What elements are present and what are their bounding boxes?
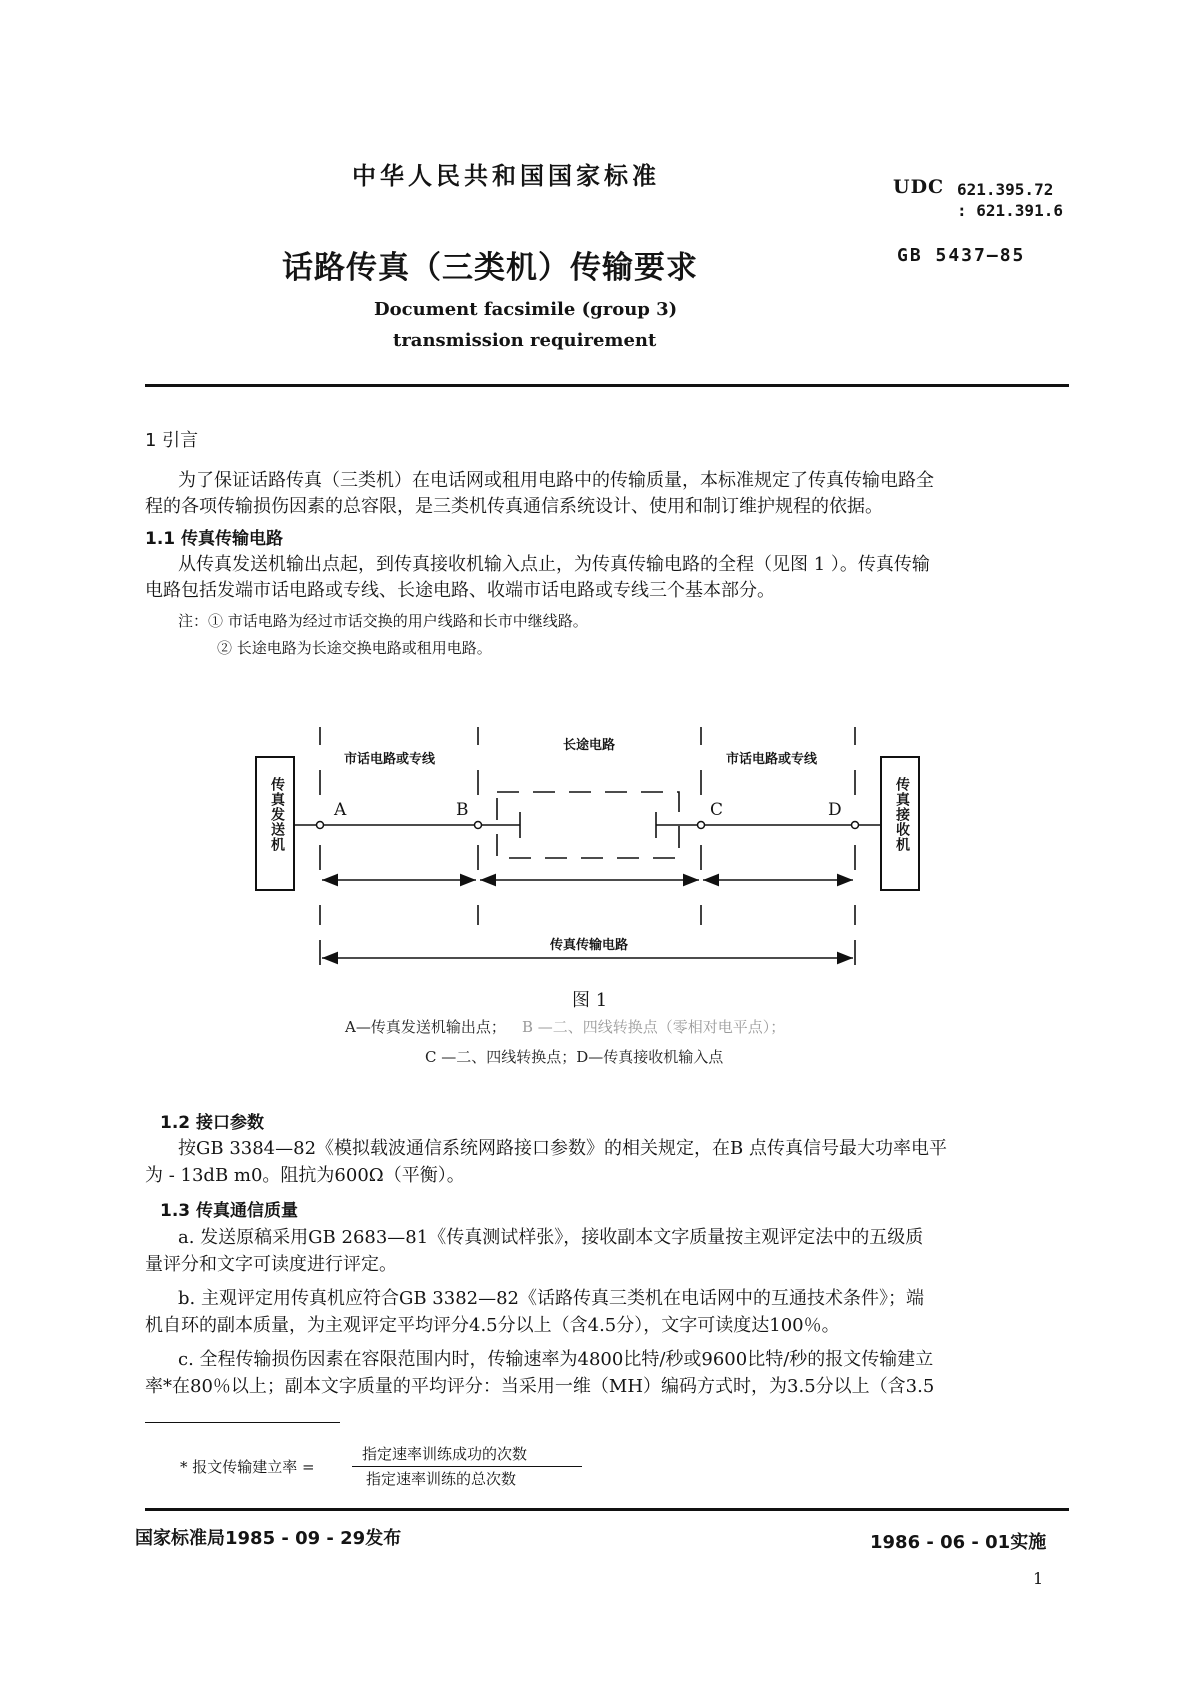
document-title-zh: 话路传真（三类机）传输要求 xyxy=(282,250,698,286)
section-1-heading: 1 引言 xyxy=(145,430,199,451)
point-a-label: A xyxy=(334,800,347,820)
section-1-2-heading: 1.2 接口参数 xyxy=(160,1113,265,1133)
figure-caption-line1-a: A—传真发送机输出点； xyxy=(345,1018,506,1036)
receiver-box-label: 传真接收机 xyxy=(894,777,910,852)
note-2: ② 长途电路为长途交换电路或租用电路。 xyxy=(217,639,492,657)
document-title-en-line1: Document facsimile (group 3) xyxy=(374,299,678,320)
standard-country-title: 中华人民共和国国家标准 xyxy=(352,162,660,190)
section-1-1-paragraph-line1: 从传真发送机输出点起，到传真接收机输入点止，为传真传输电路的全程（见图 1 ）。传真传输 xyxy=(178,554,930,575)
document-title-en-line2: transmission requirement xyxy=(393,330,657,351)
total-circuit-label: 传真传输电路 xyxy=(550,938,629,953)
footer-rule xyxy=(145,1508,1069,1511)
udc-code-secondary: : 621.391.6 xyxy=(957,201,1063,220)
long-distance-circuit-label: 长途电路 xyxy=(563,738,616,753)
point-c-label: C xyxy=(710,800,724,820)
section-1-3-a-line2: 量评分和文字可读度进行评定。 xyxy=(145,1254,397,1275)
udc-label: UDC xyxy=(893,176,945,198)
footnote-numerator: 指定速率训练成功的次数 xyxy=(362,1445,528,1463)
section-1-2-paragraph-line1: 按GB 3384—82《模拟载波通信系统网路接口参数》的相关规定，在B 点传真信号最大功率电平 xyxy=(178,1138,947,1159)
section-1-3-b-line2: 机自环的副本质量，为主观评定平均评分4.5分以上（含4.5分），文字可读度达100％。 xyxy=(145,1315,840,1336)
section-1-1-heading: 1.1 传真传输电路 xyxy=(145,529,284,549)
gb-standard-number: GB 5437—85 xyxy=(897,245,1026,266)
section-1-1-paragraph-line2: 电路包括发端市话电路或专线、长途电路、收端市话电路或专线三个基本部分。 xyxy=(145,580,775,601)
footnote-fraction-bar xyxy=(352,1466,582,1467)
section-1-3-b-line1: b. 主观评定用传真机应符合GB 3382—82《话路传真三类机在电话网中的互通技术条件》；端 xyxy=(178,1288,925,1309)
point-d-label: D xyxy=(828,800,842,820)
section-1-3-a-line1: a. 发送原稿采用GB 2683—81《传真测试样张》，接收副本文字质量按主观评定法中的五级质 xyxy=(178,1227,924,1248)
section-1-3-c-line2: 率*在80％以上；副本文字质量的平均评分：当采用一维（MH）编码方式时，为3.5分以上（含3.5 xyxy=(145,1376,935,1397)
figure-caption-title: 图 1 xyxy=(572,990,608,1011)
footnote-denominator: 指定速率训练的总次数 xyxy=(366,1470,517,1488)
section-1-3-c-line1: c. 全程传输损伤因素在容限范围内时，传输速率为4800比特/秒或9600比特/秒的报文传输建立 xyxy=(178,1349,934,1370)
footnote-prefix: * 报文传输建立率 = xyxy=(180,1458,315,1476)
page-number: 1 xyxy=(1033,1569,1044,1588)
section-1-paragraph-line2: 程的各项传输损伤因素的总容限，是三类机传真通信系统设计、使用和制订维护规程的依据。 xyxy=(145,496,883,517)
udc-code-primary: 621.395.72 xyxy=(957,180,1054,199)
effective-date: 1986 - 06 - 01实施 xyxy=(870,1532,1047,1553)
figure-caption-line1-b: B —二、四线转换点（零相对电平点）； xyxy=(522,1018,786,1036)
point-b-label: B xyxy=(456,800,469,820)
section-1-paragraph-line1: 为了保证话路传真（三类机）在电话网或租用电路中的传输质量，本标准规定了传真传输电路全 xyxy=(178,470,934,491)
sender-box-label: 传真发送机 xyxy=(269,777,285,852)
section-1-3-heading: 1.3 传真通信质量 xyxy=(160,1201,299,1221)
section-1-2-paragraph-line2: 为 - 13dB m0。阻抗为600Ω（平衡）。 xyxy=(145,1165,465,1186)
local-circuit-left-label: 市话电路或专线 xyxy=(344,752,436,767)
footnote-rule xyxy=(145,1422,340,1423)
local-circuit-right-label: 市话电路或专线 xyxy=(726,752,818,767)
issued-date: 国家标准局1985 - 09 - 29发布 xyxy=(135,1528,402,1549)
figure-caption-line2: C —二、四线转换点；D—传真接收机输入点 xyxy=(425,1048,724,1066)
note-1: 注：① 市话电路为经过市话交换的用户线路和长市中继线路。 xyxy=(178,612,588,630)
